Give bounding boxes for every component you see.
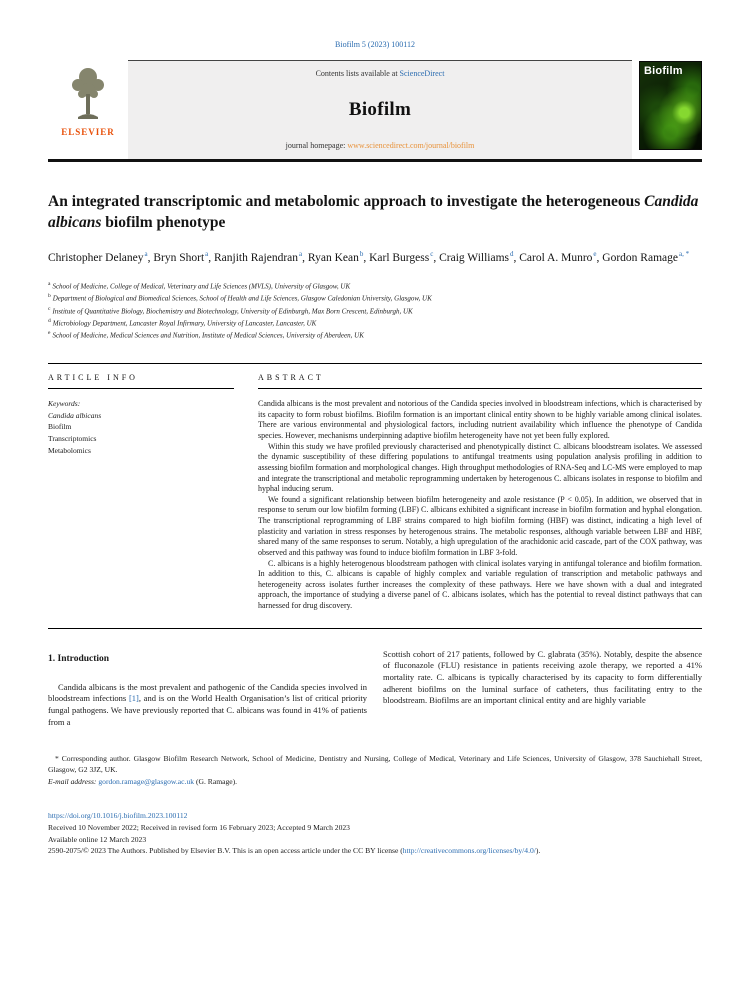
author-sep: , — [433, 252, 440, 265]
copyright-line — [48, 845, 702, 857]
affiliation — [48, 305, 702, 317]
journal-homepage-link[interactable]: www.sciencedirect.com/journal/biofilm — [347, 141, 475, 150]
author-affil-sup corresponding-author-mark: a, * — [678, 250, 690, 259]
affiliation-text: School of Medicine, College of Medical, Veterinary and Life Sciences (MVLS), University of Glasgow, UK — [52, 282, 351, 291]
abstract-heading: ABSTRACT — [258, 364, 702, 389]
author — [439, 252, 519, 264]
email-label: E-mail address: — [48, 777, 99, 787]
article-title — [48, 192, 702, 233]
author-sep: , — [363, 252, 370, 265]
intro-column-right — [383, 649, 702, 729]
elsevier-tree-icon — [66, 64, 110, 124]
affiliation — [48, 280, 702, 292]
author-name: Gordon Ramage — [602, 252, 678, 265]
affiliation-sup: a — [48, 281, 51, 288]
author-affil-sup: b — [359, 250, 364, 259]
author-name: Ranjith Rajendran — [214, 252, 299, 265]
affiliation — [48, 317, 702, 329]
author-name: Bryn Short — [153, 252, 205, 265]
keyword-item: Biofilm — [48, 422, 72, 432]
author-sep: , — [513, 252, 520, 265]
author — [153, 252, 214, 264]
author-name: Christopher Delaney — [48, 252, 144, 265]
author-affil-sup: a — [299, 250, 303, 259]
article-info-heading: ARTICLE INFO — [48, 364, 234, 389]
author — [602, 252, 689, 264]
abstract-text — [258, 389, 702, 612]
footnote-block — [48, 754, 702, 788]
author-sep: , — [147, 252, 154, 265]
author-sep: , — [302, 252, 308, 265]
journal-cover-image — [639, 61, 702, 150]
title-pre: An integrated transcriptomic and metabolomic approach to investigate the heterogeneous — [48, 193, 645, 210]
keywords-block — [48, 389, 234, 456]
homepage-line — [134, 141, 626, 150]
author-name: Carol A. Munro — [519, 252, 593, 265]
intro-text: Candida albicans is the most prevalent and pathogenic of the Candida species involved in bloodstream infections — [48, 681, 367, 704]
keyword-list — [48, 410, 234, 457]
abstract-paragraph: We found a significant relationship between biofilm heterogeneity and azole resistance (P < 0.05). In addition, we observed that in response to serum our low biofilm forming (LBF) C. albicans exhibited a significant increase in biofilm formation and hyphal elongation. The transcriptional reprogramming of LBF strains compared to high biofilm forming (HBF) was distinct, indicating a high level of plasticity and variation in stress responses by heterogenous strains. The metabolic responses, although variable between LBF and HBF, shared many of the same responses to serum. Notably, a high upregulation of the arachidonic acid cascade, part of the COX pathway, was observed and this pathway was found to induce biofilm formation in LBF 3-fold. — [258, 494, 702, 557]
article-info-column — [48, 364, 234, 612]
journal-header-band — [48, 60, 702, 162]
affiliation — [48, 329, 702, 341]
author — [519, 252, 602, 264]
info-abstract-section — [48, 363, 702, 629]
elsevier-wordmark: ELSEVIER — [61, 127, 115, 137]
abstract-paragraph: Candida albicans is the most prevalent and notorious of the Candida species involved in bloodstream infections, which is characterised by its capacity to form robust biofilms. Biofilm formation is an important clinical entity shown to be highly variable among clinical isolates. There are various environmental and physiological factors, including nutrient availability which influence the phenotype of Candida species. However, mechanisms underpinning adaptive biofilm heterogeneity have not yet been fully explored. — [258, 399, 702, 441]
sciencedirect-link[interactable]: ScienceDirect — [399, 69, 445, 78]
intro-text: , and is on the World Health Organisation’s list of critical priority fungal pathogens. We have previously reported that C. albicans was found in 41% of patients from a — [48, 693, 367, 727]
email-line — [48, 777, 702, 788]
publication-info-block — [48, 810, 702, 857]
author-list — [48, 249, 702, 267]
contents-prefix: Contents lists available at — [315, 69, 400, 78]
keyword-item: Transcriptomics — [48, 434, 97, 444]
introduction-section — [48, 649, 702, 729]
author-name: Karl Burgess — [369, 252, 430, 265]
affiliation-sup: d — [48, 317, 51, 324]
contents-line — [134, 69, 626, 78]
author-name: Craig Williams — [439, 252, 510, 265]
title-species-italic: Candida albicans — [48, 193, 699, 231]
cc-license-link[interactable]: http://creativecommons.org/licenses/by/4.0/ — [402, 846, 536, 856]
homepage-prefix: journal homepage: — [285, 141, 348, 150]
introduction-heading: 1. Introduction — [48, 653, 110, 664]
abstract-paragraph: C. albicans is a highly heterogenous bloodstream pathogen with clinical isolates varying in antifungal tolerance and biofilm formation. In addition to this, C. albicans is capable of highly complex and variable regulation of transcription and metabolic pathways and heterogeneity across isolates further increases the complexity of these pathways. Here we have shown with a dual and integrated approach, the importance of studying a diverse panel of C. albicans isolates, which has the potential to reveal distinct pathways that can harnessed for drug discovery. — [258, 558, 702, 611]
reference-1-link[interactable]: [1] — [128, 693, 139, 704]
author-affil-sup: a — [205, 250, 209, 259]
journal-citation: Biofilm 5 (2023) 100112 — [335, 40, 415, 49]
author — [48, 252, 153, 264]
author — [308, 252, 369, 264]
intro-column-left — [48, 649, 367, 729]
affiliation-text: Department of Biological and Biomedical Sciences, School of Health and Life Sciences, Glasgow Caledonian University, Glasgow, UK — [52, 294, 432, 303]
affiliation-list — [48, 280, 702, 341]
author-affil-sup: c — [430, 250, 434, 259]
corresponding-author-note: * Corresponding author. Glasgow Biofilm Research Network, School of Medicine, Dentistry and Nursing, College of Medical, Veterinary and Life Sciences, University of Glasgow, 378 Sauchiehall Street, Glasgow, G2 3JZ, UK. — [48, 754, 702, 774]
abstract-column — [258, 364, 702, 612]
cover-container — [632, 60, 702, 159]
received-dates: Received 10 November 2022; Received in revised form 16 February 2023; Accepted 9 March 2023 — [48, 822, 350, 832]
affiliation-text: Institute of Quantitative Biology, Biochemistry and Biotechnology, University of Edinburgh, Max Born Crescent, Edinburgh, UK — [52, 306, 413, 315]
author-affil-sup: e — [593, 250, 597, 259]
keyword-item: Candida albicans — [48, 410, 102, 420]
available-online: Available online 12 March 2023 — [48, 834, 147, 844]
elsevier-logo — [48, 60, 128, 159]
copyright-text: 2590-2075/© 2023 The Authors. Published by Elsevier B.V. This is an open access article under the CC BY license ( — [48, 846, 403, 856]
author-name: Ryan Kean — [307, 252, 359, 265]
affiliation-sup: c — [48, 305, 51, 312]
intro-paragraph — [48, 682, 367, 729]
affiliation-sup: e — [48, 329, 51, 336]
intro-paragraph: Scottish cohort of 217 patients, followed by C. glabrata (35%). Notably, despite the absence of fluconazole (FLU) resistance in patients receiving azole therapy, we reported a 41% mortality rate. C. albicans is typically characterised by its capacity to form differentially adherent biofilms on the luminal surface of catheters, thus facilitating entry to the bloodstream. Biofilms are an important clinical entity and are highly variable — [383, 648, 702, 706]
email-link[interactable]: gordon.ramage@glasgow.ac.uk — [98, 777, 195, 787]
author-affil-sup: a — [144, 250, 148, 259]
copyright-close: ). — [535, 846, 541, 856]
affiliation-sup: b — [48, 293, 51, 300]
cover-title: Biofilm — [644, 65, 683, 77]
author-sep: , — [596, 252, 603, 265]
affiliation-text: School of Medicine, Medical Sciences and Nutrition, Institute of Medical Sciences, University of Aberdeen, UK — [52, 331, 364, 340]
keywords-label: Keywords: — [48, 399, 81, 409]
affiliation — [48, 292, 702, 304]
journal-title: Biofilm — [348, 98, 412, 120]
author — [214, 252, 308, 264]
author-sep: , — [208, 252, 215, 265]
author-affil-sup: d — [510, 250, 514, 259]
email-suffix: (G. Ramage). — [194, 777, 238, 787]
journal-masthead — [128, 60, 632, 159]
abstract-paragraph: Within this study we have profiled previously characterised and phenotypically distinct C. albicans bloodstream isolates. We assessed the dynamic susceptibility of these differing populations to antifungal treatments using population analysis profiling in addition to assessing biofilm formation and morphological changes. High throughput methodologies of RNA-Seq and LC-MS were employed to map and integrate the transcriptional and metabolic reprogramming undertaken by heterogenous C. albicans isolates in response to biofilm and hyphal inducing serum. — [258, 441, 702, 494]
title-post: biofilm phenotype — [101, 213, 226, 231]
affiliation-text: Microbiology Department, Lancaster Royal Infirmary, University of Lancaster, Lancaster, UK — [52, 319, 317, 328]
author — [369, 252, 439, 264]
doi-link[interactable]: https://doi.org/10.1016/j.biofilm.2023.100112 — [48, 811, 188, 821]
keyword-item: Metabolomics — [48, 445, 91, 455]
